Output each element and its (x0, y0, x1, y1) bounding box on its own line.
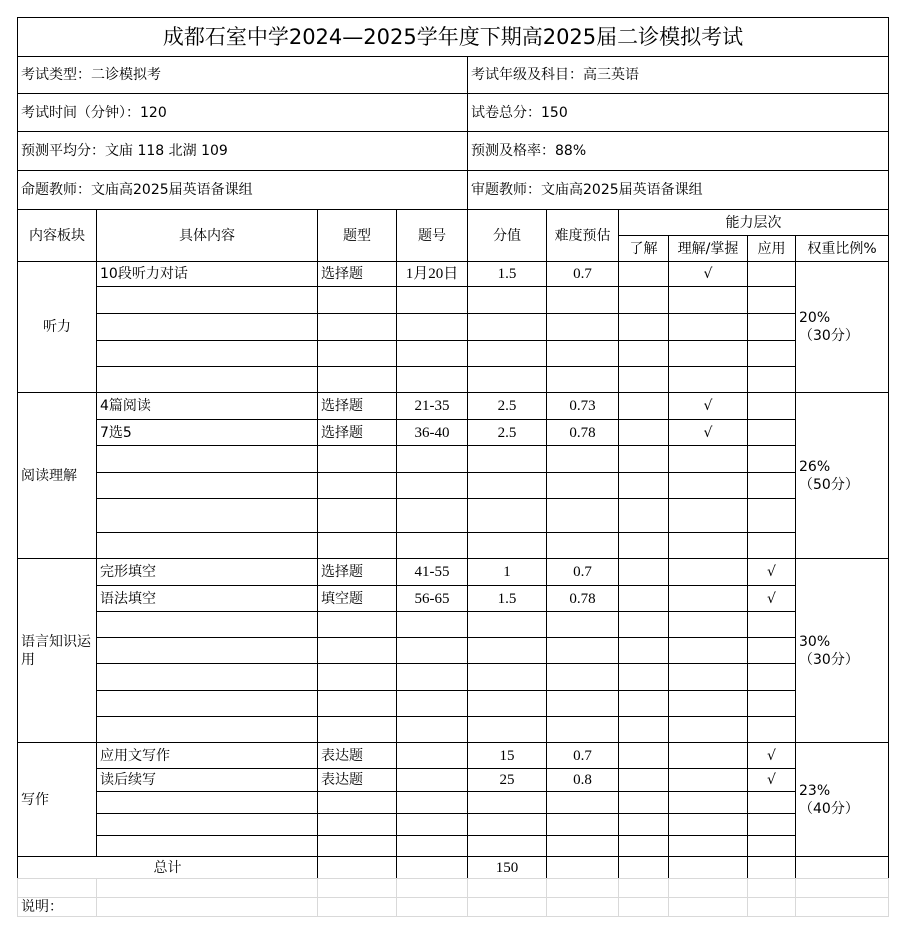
total-cell (618, 856, 669, 879)
ability-cell (618, 286, 669, 314)
row-number: 56-65 (396, 585, 468, 612)
row-score (467, 286, 547, 314)
blank-grid-cell (747, 897, 796, 917)
header-type: 题型 (317, 209, 397, 262)
row-type (317, 498, 397, 533)
ability-cell (747, 419, 796, 446)
total-cell (747, 856, 796, 879)
row-content (96, 637, 318, 664)
row-type (317, 813, 397, 836)
row-score (467, 313, 547, 341)
blank-grid-cell (396, 897, 468, 917)
row-score (467, 791, 547, 814)
row-score (467, 498, 547, 533)
row-difficulty: 0.73 (546, 392, 619, 420)
row-difficulty: 0.7 (546, 558, 619, 586)
page-title: 成都石室中学2024—2025学年度下期高2025届二诊模拟考试 (17, 17, 889, 57)
ability-cell (618, 498, 669, 533)
row-content (96, 813, 318, 836)
blank-grid-cell (747, 878, 796, 898)
ability-cell (747, 472, 796, 499)
row-type (317, 663, 397, 691)
row-content (96, 366, 318, 393)
row-number: 36-40 (396, 419, 468, 446)
row-number (396, 813, 468, 836)
blank-grid-cell (795, 878, 889, 898)
row-type (317, 611, 397, 638)
row-difficulty (546, 445, 619, 473)
row-content: 10段听力对话 (96, 261, 318, 287)
row-type (317, 340, 397, 367)
ability-cell (668, 286, 748, 314)
ability-cell (747, 261, 796, 287)
ability-cell (618, 637, 669, 664)
row-number (396, 690, 468, 717)
row-content (96, 340, 318, 367)
row-type: 选择题 (317, 558, 397, 586)
row-content (96, 663, 318, 691)
row-content (96, 611, 318, 638)
ability-cell (668, 637, 748, 664)
row-number (396, 313, 468, 341)
ability-cell (618, 558, 669, 586)
row-number (396, 791, 468, 814)
ability-cell (618, 313, 669, 341)
row-difficulty (546, 690, 619, 717)
section-weight: 30% （30分） (795, 558, 889, 743)
ability-cell (618, 768, 669, 792)
ability-cell (618, 742, 669, 769)
check-mark: √ (747, 742, 796, 769)
section-weight: 20% （30分） (795, 261, 889, 393)
ability-cell (747, 286, 796, 314)
check-mark: √ (747, 768, 796, 792)
blank-grid-cell (795, 897, 889, 917)
row-content: 应用文写作 (96, 742, 318, 769)
ability-cell (618, 366, 669, 393)
note-label: 说明： (17, 897, 97, 917)
row-number: 1月20日 (396, 261, 468, 287)
ability-cell (618, 261, 669, 287)
row-score (467, 611, 547, 638)
ability-cell (668, 445, 748, 473)
ability-cell (747, 392, 796, 420)
ability-cell (668, 768, 748, 792)
ability-cell (668, 366, 748, 393)
ability-cell (668, 791, 748, 814)
row-score: 25 (467, 768, 547, 792)
ability-cell (618, 835, 669, 857)
section-name: 语言知识运用 (17, 558, 97, 743)
row-score (467, 472, 547, 499)
row-type: 选择题 (317, 261, 397, 287)
ability-cell (618, 472, 669, 499)
row-number (396, 663, 468, 691)
ability-cell (747, 835, 796, 857)
ability-cell (618, 392, 669, 420)
ability-cell (618, 419, 669, 446)
ability-cell (618, 445, 669, 473)
row-number: 41-55 (396, 558, 468, 586)
blank-grid-cell (546, 878, 619, 898)
row-number (396, 498, 468, 533)
ability-cell (668, 585, 748, 612)
row-type (317, 532, 397, 559)
row-type (317, 313, 397, 341)
row-score: 2.5 (467, 392, 547, 420)
row-difficulty (546, 835, 619, 857)
check-mark: √ (747, 558, 796, 586)
ability-cell (747, 663, 796, 691)
row-difficulty (546, 313, 619, 341)
ability-cell (668, 690, 748, 717)
row-content (96, 791, 318, 814)
row-number (396, 611, 468, 638)
row-number (396, 637, 468, 664)
ability-cell (618, 532, 669, 559)
ability-cell (747, 498, 796, 533)
section-name: 听力 (17, 261, 97, 393)
header-number: 题号 (396, 209, 468, 262)
row-score: 1.5 (467, 261, 547, 287)
row-type: 表达题 (317, 742, 397, 769)
row-score: 1 (467, 558, 547, 586)
row-content: 完形填空 (96, 558, 318, 586)
blank-grid-cell (618, 878, 669, 898)
row-type (317, 835, 397, 857)
row-score (467, 532, 547, 559)
ability-cell (668, 742, 748, 769)
row-number (396, 366, 468, 393)
row-difficulty (546, 532, 619, 559)
ability-cell (747, 532, 796, 559)
row-content: 4篇阅读 (96, 392, 318, 420)
section-name: 写作 (17, 742, 97, 857)
row-score (467, 835, 547, 857)
ability-cell (668, 835, 748, 857)
check-mark: √ (668, 261, 748, 287)
row-score (467, 690, 547, 717)
total-cell (795, 856, 889, 879)
row-content: 读后续写 (96, 768, 318, 792)
row-number (396, 768, 468, 792)
ability-cell (618, 585, 669, 612)
section-weight: 26% （50分） (795, 392, 889, 559)
header-understand: 了解 (618, 235, 669, 262)
ability-cell (618, 716, 669, 743)
row-difficulty (546, 340, 619, 367)
blank-grid-cell (317, 878, 397, 898)
blank-grid-cell (668, 878, 748, 898)
blank-grid-cell (546, 897, 619, 917)
ability-cell (668, 611, 748, 638)
header-ability: 能力层次 (618, 209, 889, 236)
blank-grid-cell (618, 897, 669, 917)
ability-cell (618, 663, 669, 691)
blank-grid-cell (668, 897, 748, 917)
row-difficulty (546, 637, 619, 664)
row-content (96, 445, 318, 473)
ability-cell (618, 690, 669, 717)
row-difficulty (546, 663, 619, 691)
row-type (317, 716, 397, 743)
row-content (96, 472, 318, 499)
info-avg: 预测平均分：文庙 118 北湖 109 (17, 131, 468, 171)
total-cell (546, 856, 619, 879)
row-number: 21-35 (396, 392, 468, 420)
blank-grid-cell (96, 897, 318, 917)
blank-grid-cell (467, 897, 547, 917)
row-content: 语法填空 (96, 585, 318, 612)
info-exam-type: 考试类型：二诊模拟考 (17, 56, 468, 94)
ability-cell (668, 313, 748, 341)
section-name: 阅读理解 (17, 392, 97, 559)
row-number (396, 835, 468, 857)
row-number (396, 716, 468, 743)
check-mark: √ (747, 585, 796, 612)
check-mark: √ (668, 419, 748, 446)
row-type: 表达题 (317, 768, 397, 792)
blank-grid-cell (17, 878, 97, 898)
info-pass-rate: 预测及格率：88% (467, 131, 889, 171)
row-difficulty (546, 366, 619, 393)
info-time: 考试时间（分钟）：120 (17, 93, 468, 132)
section-weight: 23% （40分） (795, 742, 889, 857)
ability-cell (668, 663, 748, 691)
info-author: 命题教师：文庙高2025届英语备课组 (17, 170, 468, 210)
row-score (467, 813, 547, 836)
row-score (467, 340, 547, 367)
row-difficulty: 0.8 (546, 768, 619, 792)
row-score: 1.5 (467, 585, 547, 612)
header-section: 内容板块 (17, 209, 97, 262)
ability-cell (668, 532, 748, 559)
row-difficulty: 0.7 (546, 742, 619, 769)
row-difficulty (546, 716, 619, 743)
ability-cell (747, 313, 796, 341)
row-score: 15 (467, 742, 547, 769)
header-apply: 应用 (747, 235, 796, 262)
ability-cell (668, 340, 748, 367)
row-score (467, 445, 547, 473)
row-content (96, 286, 318, 314)
row-score (467, 366, 547, 393)
header-master: 理解/掌握 (668, 235, 748, 262)
ability-cell (668, 558, 748, 586)
row-difficulty (546, 286, 619, 314)
row-content (96, 716, 318, 743)
row-type (317, 286, 397, 314)
row-difficulty: 0.78 (546, 419, 619, 446)
row-content (96, 835, 318, 857)
total-number (396, 856, 468, 879)
row-difficulty (546, 813, 619, 836)
row-number (396, 340, 468, 367)
row-score: 2.5 (467, 419, 547, 446)
ability-cell (747, 813, 796, 836)
ability-cell (747, 445, 796, 473)
row-type (317, 791, 397, 814)
ability-cell (618, 791, 669, 814)
row-number (396, 742, 468, 769)
ability-cell (668, 716, 748, 743)
row-content (96, 690, 318, 717)
ability-cell (747, 611, 796, 638)
info-reviewer: 审题教师：文庙高2025届英语备课组 (467, 170, 889, 210)
row-content: 7选5 (96, 419, 318, 446)
row-number (396, 532, 468, 559)
blank-grid-cell (317, 897, 397, 917)
ability-cell (747, 340, 796, 367)
row-difficulty (546, 791, 619, 814)
ability-cell (747, 716, 796, 743)
row-type (317, 366, 397, 393)
ability-cell (668, 498, 748, 533)
row-type (317, 637, 397, 664)
ability-cell (668, 472, 748, 499)
ability-cell (668, 813, 748, 836)
row-difficulty (546, 498, 619, 533)
row-difficulty (546, 611, 619, 638)
row-number (396, 286, 468, 314)
total-label: 总计 (17, 856, 318, 879)
header-weight: 权重比例% (795, 235, 889, 262)
row-difficulty (546, 472, 619, 499)
row-content (96, 498, 318, 533)
row-type: 选择题 (317, 419, 397, 446)
header-difficulty: 难度预估 (546, 209, 619, 262)
ability-cell (747, 791, 796, 814)
row-content (96, 532, 318, 559)
blank-grid-cell (396, 878, 468, 898)
info-grade-subject: 考试年级及科目：高三英语 (467, 56, 889, 94)
ability-cell (618, 611, 669, 638)
total-score: 150 (467, 856, 547, 879)
info-total-score: 试卷总分：150 (467, 93, 889, 132)
total-type (317, 856, 397, 879)
row-difficulty: 0.7 (546, 261, 619, 287)
row-type: 选择题 (317, 392, 397, 420)
row-difficulty: 0.78 (546, 585, 619, 612)
row-type: 填空题 (317, 585, 397, 612)
row-type (317, 445, 397, 473)
row-score (467, 663, 547, 691)
check-mark: √ (668, 392, 748, 420)
row-number (396, 472, 468, 499)
blank-grid-cell (467, 878, 547, 898)
row-content (96, 313, 318, 341)
blank-grid-cell (96, 878, 318, 898)
row-score (467, 637, 547, 664)
ability-cell (747, 366, 796, 393)
row-type (317, 690, 397, 717)
ability-cell (618, 813, 669, 836)
total-cell (668, 856, 748, 879)
header-content: 具体内容 (96, 209, 318, 262)
row-number (396, 445, 468, 473)
row-score (467, 716, 547, 743)
header-score: 分值 (467, 209, 547, 262)
row-type (317, 472, 397, 499)
ability-cell (747, 637, 796, 664)
ability-cell (747, 690, 796, 717)
ability-cell (618, 340, 669, 367)
